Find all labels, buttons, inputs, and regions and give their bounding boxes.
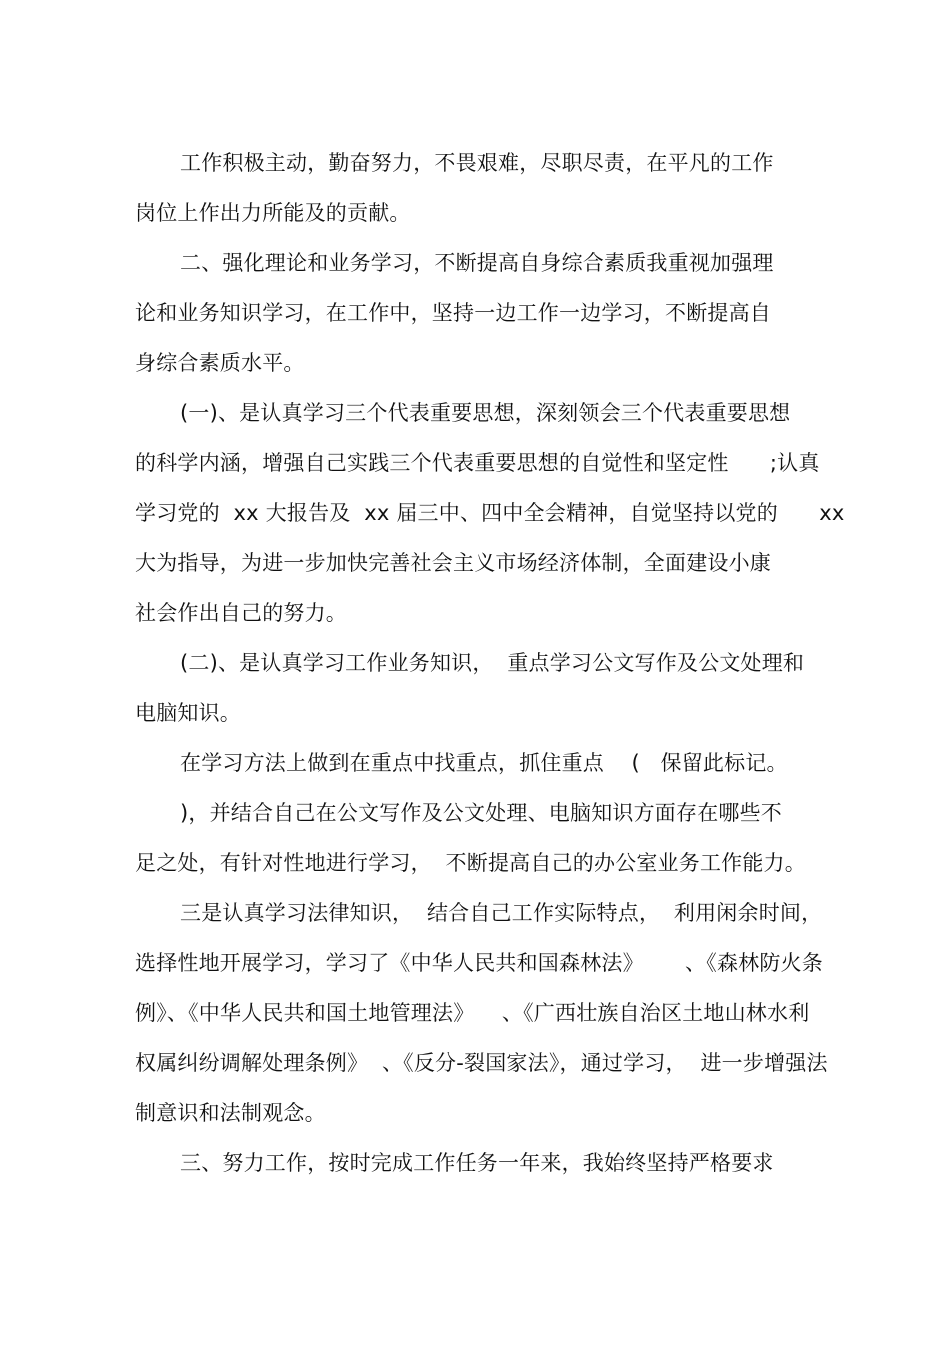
text-line: 社会作出自己的努力。 — [135, 601, 347, 625]
text-line: 论和业务知识学习，在工作中，坚持一边工作一边学习，不断提高自 — [135, 301, 771, 325]
text-line: (一)、是认真学习三个代表重要思想，深刻领会三个代表重要思想 — [180, 401, 791, 425]
text-line: )，并结合自己在公文写作及公文处理、电脑知识方面存在哪些不 — [180, 801, 782, 825]
text-line: 工作积极主动，勤奋努力，不畏艰难，尽职尽责，在平凡的工作 — [180, 151, 774, 175]
text-line: 的科学内涵，增强自己实践三个代表重要思想的自觉性和坚定性 ;认真 — [135, 451, 820, 475]
text-line: (二)、是认真学习工作业务知识， 重点学习公文写作及公文处理和 — [180, 651, 805, 675]
text-line: 例》、《中华人民共和国土地管理法》 、《广西壮族自治区土地山林水利 — [135, 1001, 810, 1025]
text-line: 权属纠纷调解处理条例》 、《反分-裂国家法》，通过学习， 进一步增强法 — [135, 1051, 828, 1075]
text-line: 在学习方法上做到在重点中找重点，抓住重点 ( 保留此标记。 — [180, 751, 788, 775]
text-line: 电脑知识。 — [135, 701, 241, 725]
text-line: 学习党的 xx 大报告及 xx 届三中、四中全会精神，自觉坚持以党的 xx — [135, 501, 845, 525]
text-line: 选择性地开展学习，学习了《中华人民共和国森林法》 、《森林防火条 — [135, 951, 823, 975]
text-line: 二、强化理论和业务学习，不断提高自身综合素质我重视加强理 — [180, 251, 774, 275]
text-line: 身综合素质水平。 — [135, 351, 305, 375]
text-line: 三、努力工作，按时完成工作任务一年来，我始终坚持严格要求 — [180, 1151, 774, 1175]
text-line: 三是认真学习法律知识， 结合自己工作实际特点， 利用闲余时间， — [180, 901, 823, 925]
text-line: 岗位上作出力所能及的贡献。 — [135, 201, 411, 225]
text-line: 大为指导，为进一步加快完善社会主义市场经济体制，全面建设小康 — [135, 551, 771, 575]
text-line: 制意识和法制观念。 — [135, 1101, 326, 1125]
text-line: 足之处，有针对性地进行学习， 不断提高自己的办公室业务工作能力。 — [135, 851, 806, 875]
